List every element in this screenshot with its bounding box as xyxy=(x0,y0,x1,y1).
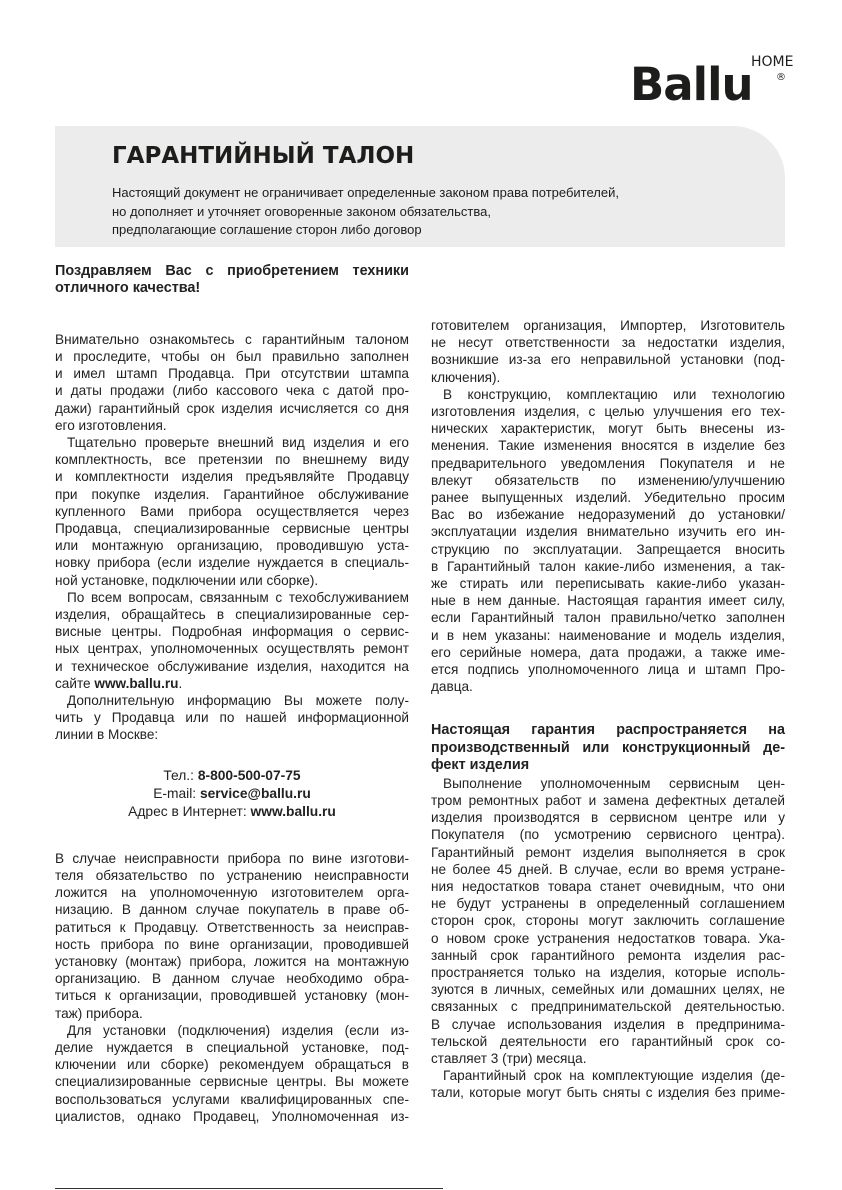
text-line: воспользоваться услугами квалифицированных спе- xyxy=(55,1091,409,1107)
text-line: занный срок гарантийного ремонта изделия рас- xyxy=(431,947,785,963)
text-line: ные в нем данные. Настоящая гарантия имеет силу, xyxy=(431,593,785,609)
text-line: купленного Вами прибора осуществляется через xyxy=(55,503,409,519)
paragraph-installation xyxy=(55,1022,409,1125)
text-line: таж) прибора. xyxy=(55,1005,143,1021)
text-line: возникшие из-за его неправильной установки (под- xyxy=(431,352,785,368)
text-line: новку прибора (если изделие нуждается в специаль- xyxy=(55,555,409,571)
text-line: Тщательно проверьте внешний вид изделия и его xyxy=(67,435,409,451)
banner-line: предполагающие соглашение сторон либо договор xyxy=(112,222,422,237)
text-line: Выполнение уполномоченным сервисным цен- xyxy=(443,775,785,791)
text-line: и комплектности изделия предъявляйте Продавцу xyxy=(55,469,409,485)
paragraph-components-warranty xyxy=(431,1067,785,1101)
text-line: Дополнительную информацию Вы можете полу- xyxy=(67,693,409,709)
text-line: влекут обязательств по изменению/улучшению xyxy=(431,472,785,488)
text-line: висные центры. Подробная информация о сервис- xyxy=(55,624,409,640)
banner-line: но дополняет и уточняет оговоренные законом обязательства, xyxy=(112,203,491,219)
paragraph-inspect-card xyxy=(55,331,409,434)
text-line: По всем вопросам, связанным с техобслуживанием xyxy=(67,589,409,605)
footer-divider xyxy=(55,1188,443,1189)
contact-email xyxy=(55,785,409,803)
text-line: тельской деятельности его гарантийный срок со- xyxy=(431,1033,785,1049)
text-line: тром ремонтных работ и замена дефектных деталей xyxy=(431,792,785,808)
text-line: ной установке, подключении или сборке). xyxy=(55,572,319,588)
text-line: и техническое обслуживание изделия, находится на xyxy=(55,658,409,674)
text-line: связанных с предпринимательской деятельностью. xyxy=(431,999,785,1015)
text-line: ложится на уполномоченную изготовителем орга- xyxy=(55,885,409,901)
text-line: Покупателя (по усмотрению сервисного центра). xyxy=(431,827,785,843)
logo-registered-mark: ® xyxy=(776,72,786,83)
text-line: нических характеристик, могут быть внесены из- xyxy=(431,421,785,437)
text-line: и в нем указаны: наименование и модель изделия, xyxy=(431,627,785,643)
text-line: циалистов, однако Продавец, Уполномоченная из- xyxy=(55,1108,409,1124)
page-title: ГАРАНТИЙНЫЙ ТАЛОН xyxy=(112,143,415,169)
email-label: E-mail: xyxy=(153,785,200,801)
text-line: В случае неисправности прибора по вине изготови- xyxy=(55,850,409,866)
text-line: менения. Такие изменения вносятся в изделие без xyxy=(431,438,785,454)
heading-line: Настоящая гарантия распространяется на xyxy=(431,722,785,739)
text-line: Для установки (подключения) изделия (если из- xyxy=(67,1022,409,1038)
text-line: установку (монтаж) прибора, ложится на монтажную xyxy=(55,953,409,969)
text-line: или монтажную организацию, проводившую уста- xyxy=(55,538,409,554)
right-column xyxy=(431,317,785,1102)
text-line: не более 45 дней. В случае, если во время устране- xyxy=(431,861,785,877)
text-line: ных центрах, уполномоченных осуществлять ремонт xyxy=(55,641,409,657)
text-line: чить у Продавца или по нашей информационной xyxy=(55,710,409,726)
congratulations-heading: Поздравляем Вас с приобретением техники отличного качества! xyxy=(55,263,409,297)
text-line: давца. xyxy=(431,679,473,695)
banner-line: Настоящий документ не ограничивает определенные законом права потребителей, xyxy=(112,185,619,200)
website-link[interactable]: www.ballu.ru xyxy=(250,803,336,819)
text-line: специализированные сервисные центры. Вы можете xyxy=(55,1074,409,1090)
contact-block xyxy=(55,767,409,821)
paragraph-service-questions xyxy=(55,589,409,692)
text-line: В конструкцию, комплектацию или технологию xyxy=(443,386,785,402)
text-line: эксплуатации изделия внимательно изучить его ин- xyxy=(431,524,785,540)
text-line: ставляет 3 (три) месяца. xyxy=(431,1050,587,1066)
text-line: ранее выпущенных изделий. Убедительно просим xyxy=(431,490,785,506)
paragraph-design-changes xyxy=(431,386,785,696)
text-line: дажи) гарантийный срок изделия исчисляется со дня xyxy=(55,400,409,416)
text-line: Вас во избежание недоразумений до установки/ xyxy=(431,507,785,523)
text-line: изделия производятся в сервисном центре или у xyxy=(431,810,785,826)
text-line: готовителем организация, Импортер, Изготовитель xyxy=(431,318,785,333)
heading-line: производственный или конструкционный де- xyxy=(431,739,785,756)
paragraph-additional-info xyxy=(55,692,409,744)
text-line: о новом сроке устранения недостатков товара. Ука- xyxy=(431,930,785,946)
email-link[interactable]: service@ballu.ru xyxy=(199,785,311,801)
text-line: теля обязательство по устранению неисправности xyxy=(55,867,409,883)
text-line: низацию. В данном случае покупатель в праве об- xyxy=(55,902,409,918)
website-link[interactable]: www.ballu.ru xyxy=(94,675,179,691)
paragraph-repair-terms xyxy=(431,775,785,1067)
text-line: не несут ответственности за недостатки изделия, xyxy=(431,335,785,351)
text-line: зуются в личных, семейных или домашних целях, не xyxy=(431,982,785,998)
text-line: ратиться к Продавцу. Ответственность за неисправ- xyxy=(55,919,409,935)
text-line: же стирать или переписывать какие-либо указан- xyxy=(431,576,785,592)
text-line: комплектность, все претензии по внешнему виду xyxy=(55,452,409,468)
text-line: предварительного уведомления Покупателя и не xyxy=(431,455,785,471)
text-line: его серийные номера, дата продажи, а также име- xyxy=(431,644,785,660)
heading-line: фект изделия xyxy=(431,757,530,774)
text-line: Гарантийный срок на комплектующие изделия (де- xyxy=(443,1068,785,1084)
left-column xyxy=(55,263,409,1125)
text-line: пространяется только на изделия, которые исполь- xyxy=(431,964,785,980)
text-line: организацию. В данном случае необходимо обра- xyxy=(55,971,409,987)
text-line: Продавца, специализированные сервисные центры xyxy=(55,521,409,537)
text-line: и даты продажи (либо кассового чека с датой про- xyxy=(55,383,409,399)
text-line: линии в Москве: xyxy=(55,727,159,743)
logo-brand: Ballu xyxy=(630,58,753,111)
text-line: ность прибора по вине организации, проводившей xyxy=(55,936,409,952)
warranty-scope-heading xyxy=(431,722,785,774)
phone-label: Тел.: xyxy=(163,767,198,783)
text-line: Внимательно ознакомьтесь с гарантийным талоном xyxy=(55,331,409,347)
ballu-logo xyxy=(630,52,794,116)
text-line: ключении или сборке) рекомендуем обращаться в xyxy=(55,1057,409,1073)
text-line: титься к организации, проводившей установку (мон- xyxy=(55,988,409,1004)
paragraph-manufacturer-fault xyxy=(55,850,409,1022)
paragraph-installation-cont xyxy=(431,317,785,386)
text-fragment: . xyxy=(178,675,183,691)
text-line: Гарантийный ремонт изделия выполняется в срок xyxy=(431,844,785,860)
text-line: изделия, обращайтесь в специализированные сер- xyxy=(55,607,409,623)
text-line: его изготовления. xyxy=(55,417,167,433)
paragraph-check-appearance xyxy=(55,434,409,589)
text-line: при покупке изделия. Гарантийное обслуживание xyxy=(55,486,409,502)
website-label: Адрес в Интернет: xyxy=(128,803,251,819)
text-line: ния недостатков товара станет очевидным, что они xyxy=(431,878,785,894)
text-line: ется подпись уполномоченного лица и штамп Про- xyxy=(431,662,785,678)
logo-home-label: HOME xyxy=(751,54,794,70)
text-line: делие нуждается в специальной установке, под- xyxy=(55,1039,409,1055)
text-line: В случае использования изделия в предпринима- xyxy=(431,1016,785,1032)
text-line: ключения). xyxy=(431,369,501,385)
contact-phone xyxy=(55,767,409,785)
text-line: в Гарантийный талон какие-либо изменения, а так- xyxy=(431,558,785,574)
banner-description xyxy=(112,184,712,240)
text-line: и проследите, чтобы он был правильно заполнен xyxy=(55,349,409,365)
text-line: сторон срок, стороны могут заключить соглашение xyxy=(431,913,785,929)
text-line: изготовления изделия, с целью улучшения его тех- xyxy=(431,404,785,420)
title-banner xyxy=(55,126,785,247)
contact-website xyxy=(55,803,409,821)
text-line: если Гарантийный талон правильно/четко заполнен xyxy=(431,610,785,626)
text-fragment: сайте xyxy=(55,675,95,691)
phone-number[interactable]: 8-800-500-07-75 xyxy=(197,767,301,783)
text-line: струкцию по эксплуатации. Запрещается вносить xyxy=(431,541,785,557)
text-line: и имел штамп Продавца. При отсутствии штампа xyxy=(55,366,409,382)
text-line: не будут устранены в определенный соглашением xyxy=(431,896,785,912)
text-line: тали, которые могут быть сняты с изделия без приме- xyxy=(431,1085,785,1101)
text-line xyxy=(55,675,409,692)
